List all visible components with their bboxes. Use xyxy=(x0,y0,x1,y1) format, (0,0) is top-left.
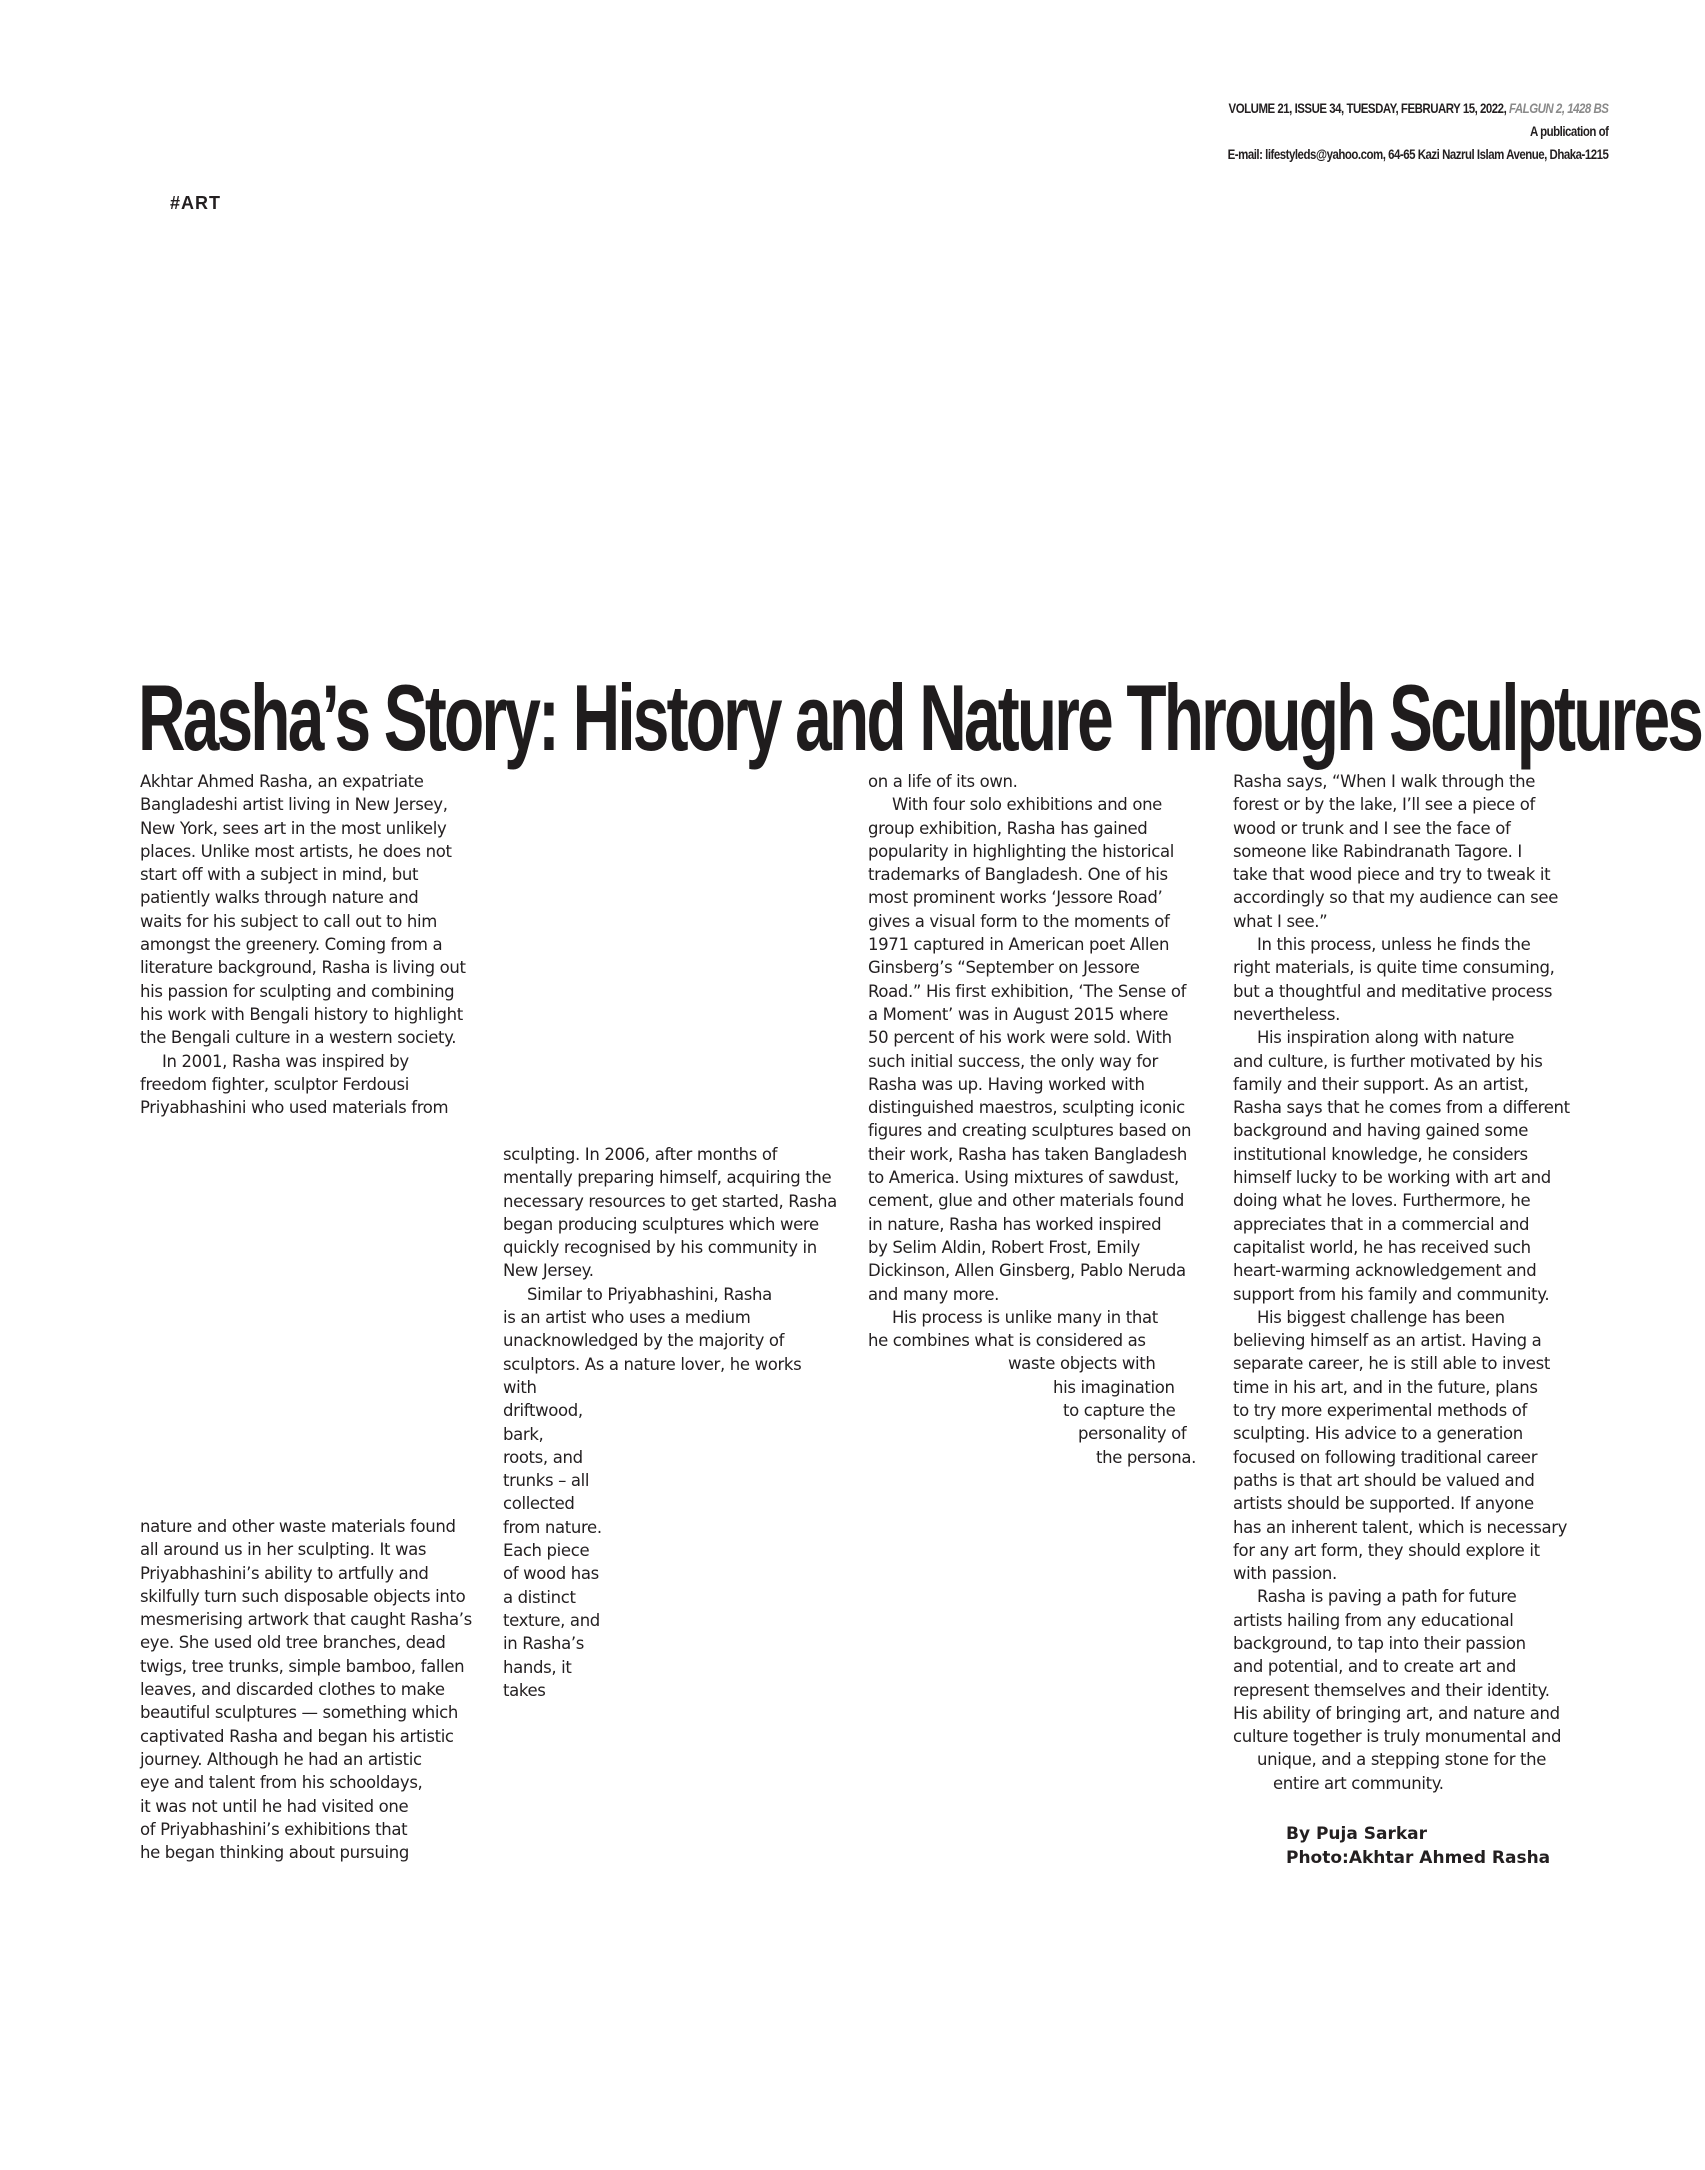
article-text-line: His biggest challenge has been xyxy=(1257,1307,1505,1327)
byline xyxy=(1286,1822,1550,1870)
article-text-line: hands, it xyxy=(503,1657,572,1677)
article-text-line: time in his art, and in the future, plans xyxy=(1233,1377,1538,1397)
article-text-line: to capture the xyxy=(1063,1401,1176,1421)
article-text-line: institutional knowledge, he considers xyxy=(1233,1144,1528,1164)
article-text-line: New York, sees art in the most unlikely xyxy=(140,818,447,838)
author-credit: By Puja Sarkar xyxy=(1286,1824,1427,1844)
article-text-line: beautiful sculptures — something which xyxy=(140,1703,458,1723)
article-text-line: waits for his subject to call out to him xyxy=(140,911,437,931)
article-text-line: nature and other waste materials found xyxy=(140,1517,456,1536)
article-text-line: it was not until he had visited one xyxy=(140,1796,409,1816)
article-text-line: Priyabhashini’s ability to artfully and xyxy=(140,1563,429,1583)
article-text-line: his passion for sculpting and combining xyxy=(140,981,455,1001)
article-text-line: to America. Using mixtures of sawdust, xyxy=(868,1168,1179,1188)
article-text-line: Ginsberg’s “September on Jessore xyxy=(868,958,1140,978)
article-text-line: heart-warming acknowledgement and xyxy=(1233,1261,1537,1281)
issue-line xyxy=(1227,97,1608,120)
contact-line: E-mail: lifestyleds@yahoo.com, 64-65 Kazi Nazrul Islam Avenue, Dhaka-1215 xyxy=(1227,146,1608,162)
article-text-line: leaves, and discarded clothes to make xyxy=(140,1680,445,1700)
article-text-line: unique, and a stepping stone for the xyxy=(1257,1750,1547,1770)
article-text-line: paths is that art should be valued and xyxy=(1233,1470,1535,1490)
article-text-line: doing what he loves. Furthermore, he xyxy=(1233,1191,1531,1211)
column-1-top xyxy=(140,770,466,1119)
article-text-line: right materials, is quite time consuming, xyxy=(1233,958,1555,978)
article-text-line: freedom fighter, sculptor Ferdousi xyxy=(140,1074,409,1094)
article-text-line: literature background, Rasha is living out xyxy=(140,958,466,978)
article-text-line: most prominent works ‘Jessore Road’ xyxy=(868,888,1163,908)
article-text-line: artists hailing from any educational xyxy=(1233,1610,1514,1630)
article-text-line: background, to tap into their passion xyxy=(1233,1633,1526,1653)
article-text-line: takes xyxy=(503,1680,546,1700)
article-text-line: eye. She used old tree branches, dead xyxy=(140,1633,446,1653)
article-text-line: entire art community. xyxy=(1273,1773,1444,1793)
article-text-line: Each piece xyxy=(503,1541,590,1561)
article-text-line: what I see.” xyxy=(1233,911,1328,931)
issue-info: VOLUME 21, ISSUE 34, TUESDAY, FEBRUARY 15, 2022, xyxy=(1228,100,1506,116)
article-text-line: artists should be supported. If anyone xyxy=(1233,1494,1534,1514)
article-text-line: of Priyabhashini’s exhibitions that xyxy=(140,1819,408,1839)
article-text-line: Road.” His first exhibition, ‘The Sense of xyxy=(868,981,1187,1001)
article-text-line: his work with Bengali history to highlight xyxy=(140,1004,463,1024)
article-text-line: Rasha says, “When I walk through the xyxy=(1233,772,1536,791)
bengali-date: FALGUN 2, 1428 BS xyxy=(1508,100,1608,116)
article-text-line: sculpting. His advice to a generation xyxy=(1233,1424,1523,1444)
article-text-line: has an inherent talent, which is necessary xyxy=(1233,1517,1568,1537)
column-2 xyxy=(503,1143,837,1702)
article-text-line: popularity in highlighting the historical xyxy=(868,841,1174,861)
article-text-line: 50 percent of his work were sold. With xyxy=(868,1028,1172,1048)
article-text-line: In 2001, Rasha was inspired by xyxy=(162,1051,409,1071)
article-text-line: gives a visual form to the moments of xyxy=(868,911,1170,931)
article-text-line: twigs, tree trunks, simple bamboo, fallen xyxy=(140,1656,465,1676)
article-text-line: appreciates that in a commercial and xyxy=(1233,1214,1530,1234)
article-text-line: His inspiration along with nature xyxy=(1257,1028,1515,1048)
article-text-line: Bangladeshi artist living in New Jersey, xyxy=(140,795,448,815)
article-text-line: a Moment’ was in August 2015 where xyxy=(868,1004,1169,1024)
article-text-line: eye and talent from his schooldays, xyxy=(140,1773,423,1793)
article-text-line: focused on following traditional career xyxy=(1233,1447,1538,1467)
article-text-line: captivated Rasha and began his artistic xyxy=(140,1726,454,1746)
article-text-line: driftwood, xyxy=(503,1401,583,1421)
article-text-line: mesmerising artwork that caught Rasha’s xyxy=(140,1610,472,1630)
article-text-line: someone like Rabindranath Tagore. I xyxy=(1233,841,1522,861)
article-text-line: patiently walks through nature and xyxy=(140,888,419,908)
article-text-line: places. Unlike most artists, he does not xyxy=(140,841,452,861)
article-text-line: culture together is truly monumental and xyxy=(1233,1727,1562,1747)
article-text-line: is an artist who uses a medium xyxy=(503,1308,751,1328)
section-tag: #ART xyxy=(170,193,222,213)
article-text-line: from nature. xyxy=(503,1517,602,1537)
article-text-line: capitalist world, he has received such xyxy=(1233,1237,1531,1257)
column-4 xyxy=(1233,770,1570,1795)
article-text-line: bark, xyxy=(503,1424,544,1444)
article-text-line: start off with a subject in mind, but xyxy=(140,865,419,885)
article-text-line: and culture, is further motivated by his xyxy=(1233,1051,1543,1071)
article-text-line: distinguished maestros, sculpting iconic xyxy=(868,1098,1185,1118)
article-text-line: family and their support. As an artist, xyxy=(1233,1074,1529,1094)
article-text-line: New Jersey. xyxy=(503,1261,594,1281)
article-text-line: Priyabhashini who used materials from xyxy=(140,1098,449,1118)
article-text-line: nevertheless. xyxy=(1233,1004,1341,1024)
article-text-line: wood or trunk and I see the face of xyxy=(1233,818,1511,838)
column-3 xyxy=(868,770,1196,1469)
article-text-line: quickly recognised by his community in xyxy=(503,1238,817,1258)
article-text-line: in Rasha’s xyxy=(503,1634,585,1654)
article-text-line: Rasha was up. Having worked with xyxy=(868,1074,1145,1094)
article-text-line: Rasha is paving a path for future xyxy=(1257,1587,1517,1607)
column-1-bottom xyxy=(140,1515,472,1864)
article-text-line: on a life of its own. xyxy=(868,772,1018,791)
article-text-line: 1971 captured in American poet Allen xyxy=(868,935,1170,955)
article-text-line: texture, and xyxy=(503,1610,600,1630)
article-text-line: and many more. xyxy=(868,1284,1000,1304)
publication-line: A publication of xyxy=(1529,123,1608,139)
article-text-line: separate career, he is still able to invest xyxy=(1233,1354,1550,1374)
article-text-line: Rasha says that he comes from a different xyxy=(1233,1098,1570,1118)
article-text-line: by Selim Aldin, Robert Frost, Emily xyxy=(868,1237,1140,1257)
article-text-line: skilfully turn such disposable objects into xyxy=(140,1586,466,1606)
article-text-line: began producing sculptures which were xyxy=(503,1214,819,1234)
article-text-line: with passion. xyxy=(1233,1564,1337,1584)
article-text-line: figures and creating sculptures based on xyxy=(868,1121,1192,1141)
article-text-line: of wood has xyxy=(503,1564,599,1584)
article-text-line: His process is unlike many in that xyxy=(892,1307,1158,1327)
article-text-line: with xyxy=(503,1377,537,1397)
article-text-line: personality of xyxy=(1078,1424,1187,1444)
article-text-line: Dickinson, Allen Ginsberg, Pablo Neruda xyxy=(868,1261,1186,1281)
article-text-line: Similar to Priyabhashini, Rasha xyxy=(527,1284,772,1304)
article-text-line: With four solo exhibitions and one xyxy=(892,795,1162,815)
article-text-line: to try more experimental methods of xyxy=(1233,1401,1527,1421)
article-text-line: trademarks of Bangladesh. One of his xyxy=(868,865,1168,885)
article-text-line: journey. Although he had an artistic xyxy=(140,1749,422,1769)
article-text-line: he combines what is considered as xyxy=(868,1331,1146,1351)
article-text-line: and potential, and to create art and xyxy=(1233,1657,1516,1677)
article-text-line: the persona. xyxy=(1096,1447,1197,1467)
article-text-line: he began thinking about pursuing xyxy=(140,1843,409,1863)
article-text-line: mentally preparing himself, acquiring the xyxy=(503,1168,832,1188)
article-text-line: for any art form, they should explore it xyxy=(1233,1540,1540,1560)
article-text-line: amongst the greenery. Coming from a xyxy=(140,935,443,955)
article-text-line: collected xyxy=(503,1494,575,1514)
article-text-line: sculpting. In 2006, after months of xyxy=(503,1145,778,1164)
article-text-line: Akhtar Ahmed Rasha, an expatriate xyxy=(140,772,424,791)
article-text-line: his imagination xyxy=(1053,1377,1175,1397)
article-text-line: support from his family and community. xyxy=(1233,1284,1550,1304)
article-text-line: a distinct xyxy=(503,1587,576,1607)
article-text-line: trunks – all xyxy=(503,1471,590,1491)
article-text-line: necessary resources to get started, Rasha xyxy=(503,1191,837,1211)
article-headline: Rasha’s Story: History and Nature Through Sculptures xyxy=(138,665,1702,770)
article-text-line: roots, and xyxy=(503,1447,583,1467)
article-text-line: background and having gained some xyxy=(1233,1121,1529,1141)
article-text-line: In this process, unless he finds the xyxy=(1257,935,1531,955)
article-text-line: accordingly so that my audience can see xyxy=(1233,888,1559,908)
article-text-line: their work, Rasha has taken Bangladesh xyxy=(868,1144,1187,1164)
photo-credit: Photo:Akhtar Ahmed Rasha xyxy=(1286,1848,1551,1868)
article-text-line: sculptors. As a nature lover, he works xyxy=(503,1354,802,1374)
article-text-line: take that wood piece and try to tweak it xyxy=(1233,865,1551,885)
article-text-line: himself lucky to be working with art and xyxy=(1233,1168,1551,1188)
article-text-line: forest or by the lake, I’ll see a piece of xyxy=(1233,795,1535,815)
article-text-line: represent themselves and their identity. xyxy=(1233,1680,1550,1700)
article-text-line: His ability of bringing art, and nature and xyxy=(1233,1703,1560,1723)
article-text-line: believing himself as an artist. Having a xyxy=(1233,1331,1542,1351)
article-text-line: cement, glue and other materials found xyxy=(868,1191,1184,1211)
article-text-line: but a thoughtful and meditative process xyxy=(1233,981,1553,1001)
article-text-line: the Bengali culture in a western society. xyxy=(140,1028,457,1048)
masthead xyxy=(1227,97,1608,166)
article-text-line: waste objects with xyxy=(1008,1354,1156,1374)
article-text-line: all around us in her sculpting. It was xyxy=(140,1540,427,1560)
article-text-line: unacknowledged by the majority of xyxy=(503,1331,785,1351)
article-text-line: in nature, Rasha has worked inspired xyxy=(868,1214,1162,1234)
article-text-line: such initial success, the only way for xyxy=(868,1051,1158,1071)
article-text-line: group exhibition, Rasha has gained xyxy=(868,818,1148,838)
